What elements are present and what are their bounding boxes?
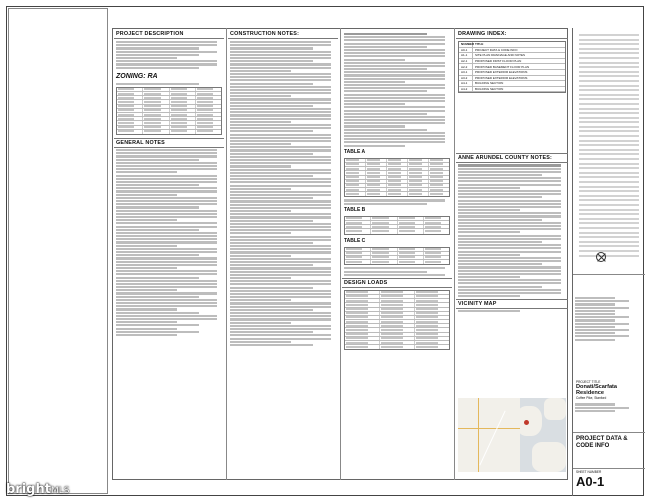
drawing-index-row[interactable]: A4-2 BUILDING SECTION — [459, 87, 565, 93]
drawing-index-row[interactable]: A4-1 BUILDING SECTION — [459, 81, 565, 87]
title-block — [572, 28, 644, 496]
structural-notes-column — [342, 30, 452, 478]
sheet-number-label: SHEET NUMBER — [576, 470, 602, 474]
general-notes-text — [114, 149, 224, 336]
map-pin-icon — [524, 420, 529, 425]
project-location: Coffee Pike, Stanford — [576, 396, 607, 401]
index-header-number: NUMBER — [461, 42, 475, 47]
zoning-label: ZONING: RA — [116, 72, 158, 80]
drawing-index-row[interactable]: A3-1 PROPOSED EXTERIOR ELEVATIONS — [459, 70, 565, 76]
project-description-title: PROJECT DESCRIPTION — [114, 30, 224, 39]
seal-icon — [596, 252, 606, 262]
sheet-title: PROJECT DATA & CODE INFO — [576, 436, 628, 449]
design-loads-title: DESIGN LOADS — [342, 278, 452, 288]
vicinity-map-title: VICINITY MAP — [456, 299, 568, 309]
table-a-title: TABLE A — [344, 148, 366, 155]
construction-notes-column — [228, 30, 338, 478]
construction-notes-title: CONSTRUCTION NOTES: — [228, 30, 338, 39]
index-header-title: TITLE — [475, 42, 484, 47]
county-notes-title: ANNE ARUNDEL COUNTY NOTES: — [456, 153, 568, 163]
structural-notes-text — [342, 36, 452, 146]
table-b-title: TABLE B — [344, 206, 366, 213]
table-c-title: TABLE C — [344, 237, 366, 244]
drawing-index-row[interactable]: A2-2 PROPOSED BASEMENT FLOOR PLAN — [459, 64, 565, 70]
drawing-index-row[interactable]: A1-1 SITE PLAN DRAINAGE AND NOTES — [459, 53, 565, 59]
project-name: Donati/Scarfata Residence — [576, 384, 618, 397]
watermark-suffix: MLS — [50, 486, 70, 496]
revision-lines — [579, 34, 639, 272]
project-title-label: PROJECT TITLE — [576, 380, 601, 384]
left-margin-strip — [8, 8, 108, 494]
vicinity-map[interactable] — [458, 398, 566, 472]
column-divider — [340, 28, 341, 480]
watermark-brand: bright — [6, 482, 51, 497]
drawing-index-title: DRAWING INDEX: — [456, 30, 568, 39]
brightmls-watermark — [6, 482, 69, 497]
construction-notes-text — [228, 39, 338, 346]
county-notes-text — [456, 164, 568, 297]
table-c — [344, 247, 450, 266]
project-description-column — [114, 30, 224, 478]
drawing-index-row[interactable]: A0-1 PROJECT DATA & CODE INFO — [459, 48, 565, 54]
general-notes-title: GENERAL NOTES — [114, 138, 224, 148]
drawing-index-row[interactable]: A3-2 PROPOSED EXTERIOR ELEVATIONS — [459, 76, 565, 82]
column-divider — [454, 28, 455, 480]
zoning-table — [116, 87, 222, 135]
drawing-index-table — [458, 41, 566, 93]
drawing-index-row[interactable]: A2-1 PROPOSED FIRST FLOOR PLAN — [459, 59, 565, 65]
sheet-number: A0-1 — [576, 474, 605, 489]
table-a — [344, 158, 450, 198]
design-loads-table — [344, 290, 450, 351]
table-b — [344, 216, 450, 235]
column-divider — [226, 28, 227, 480]
